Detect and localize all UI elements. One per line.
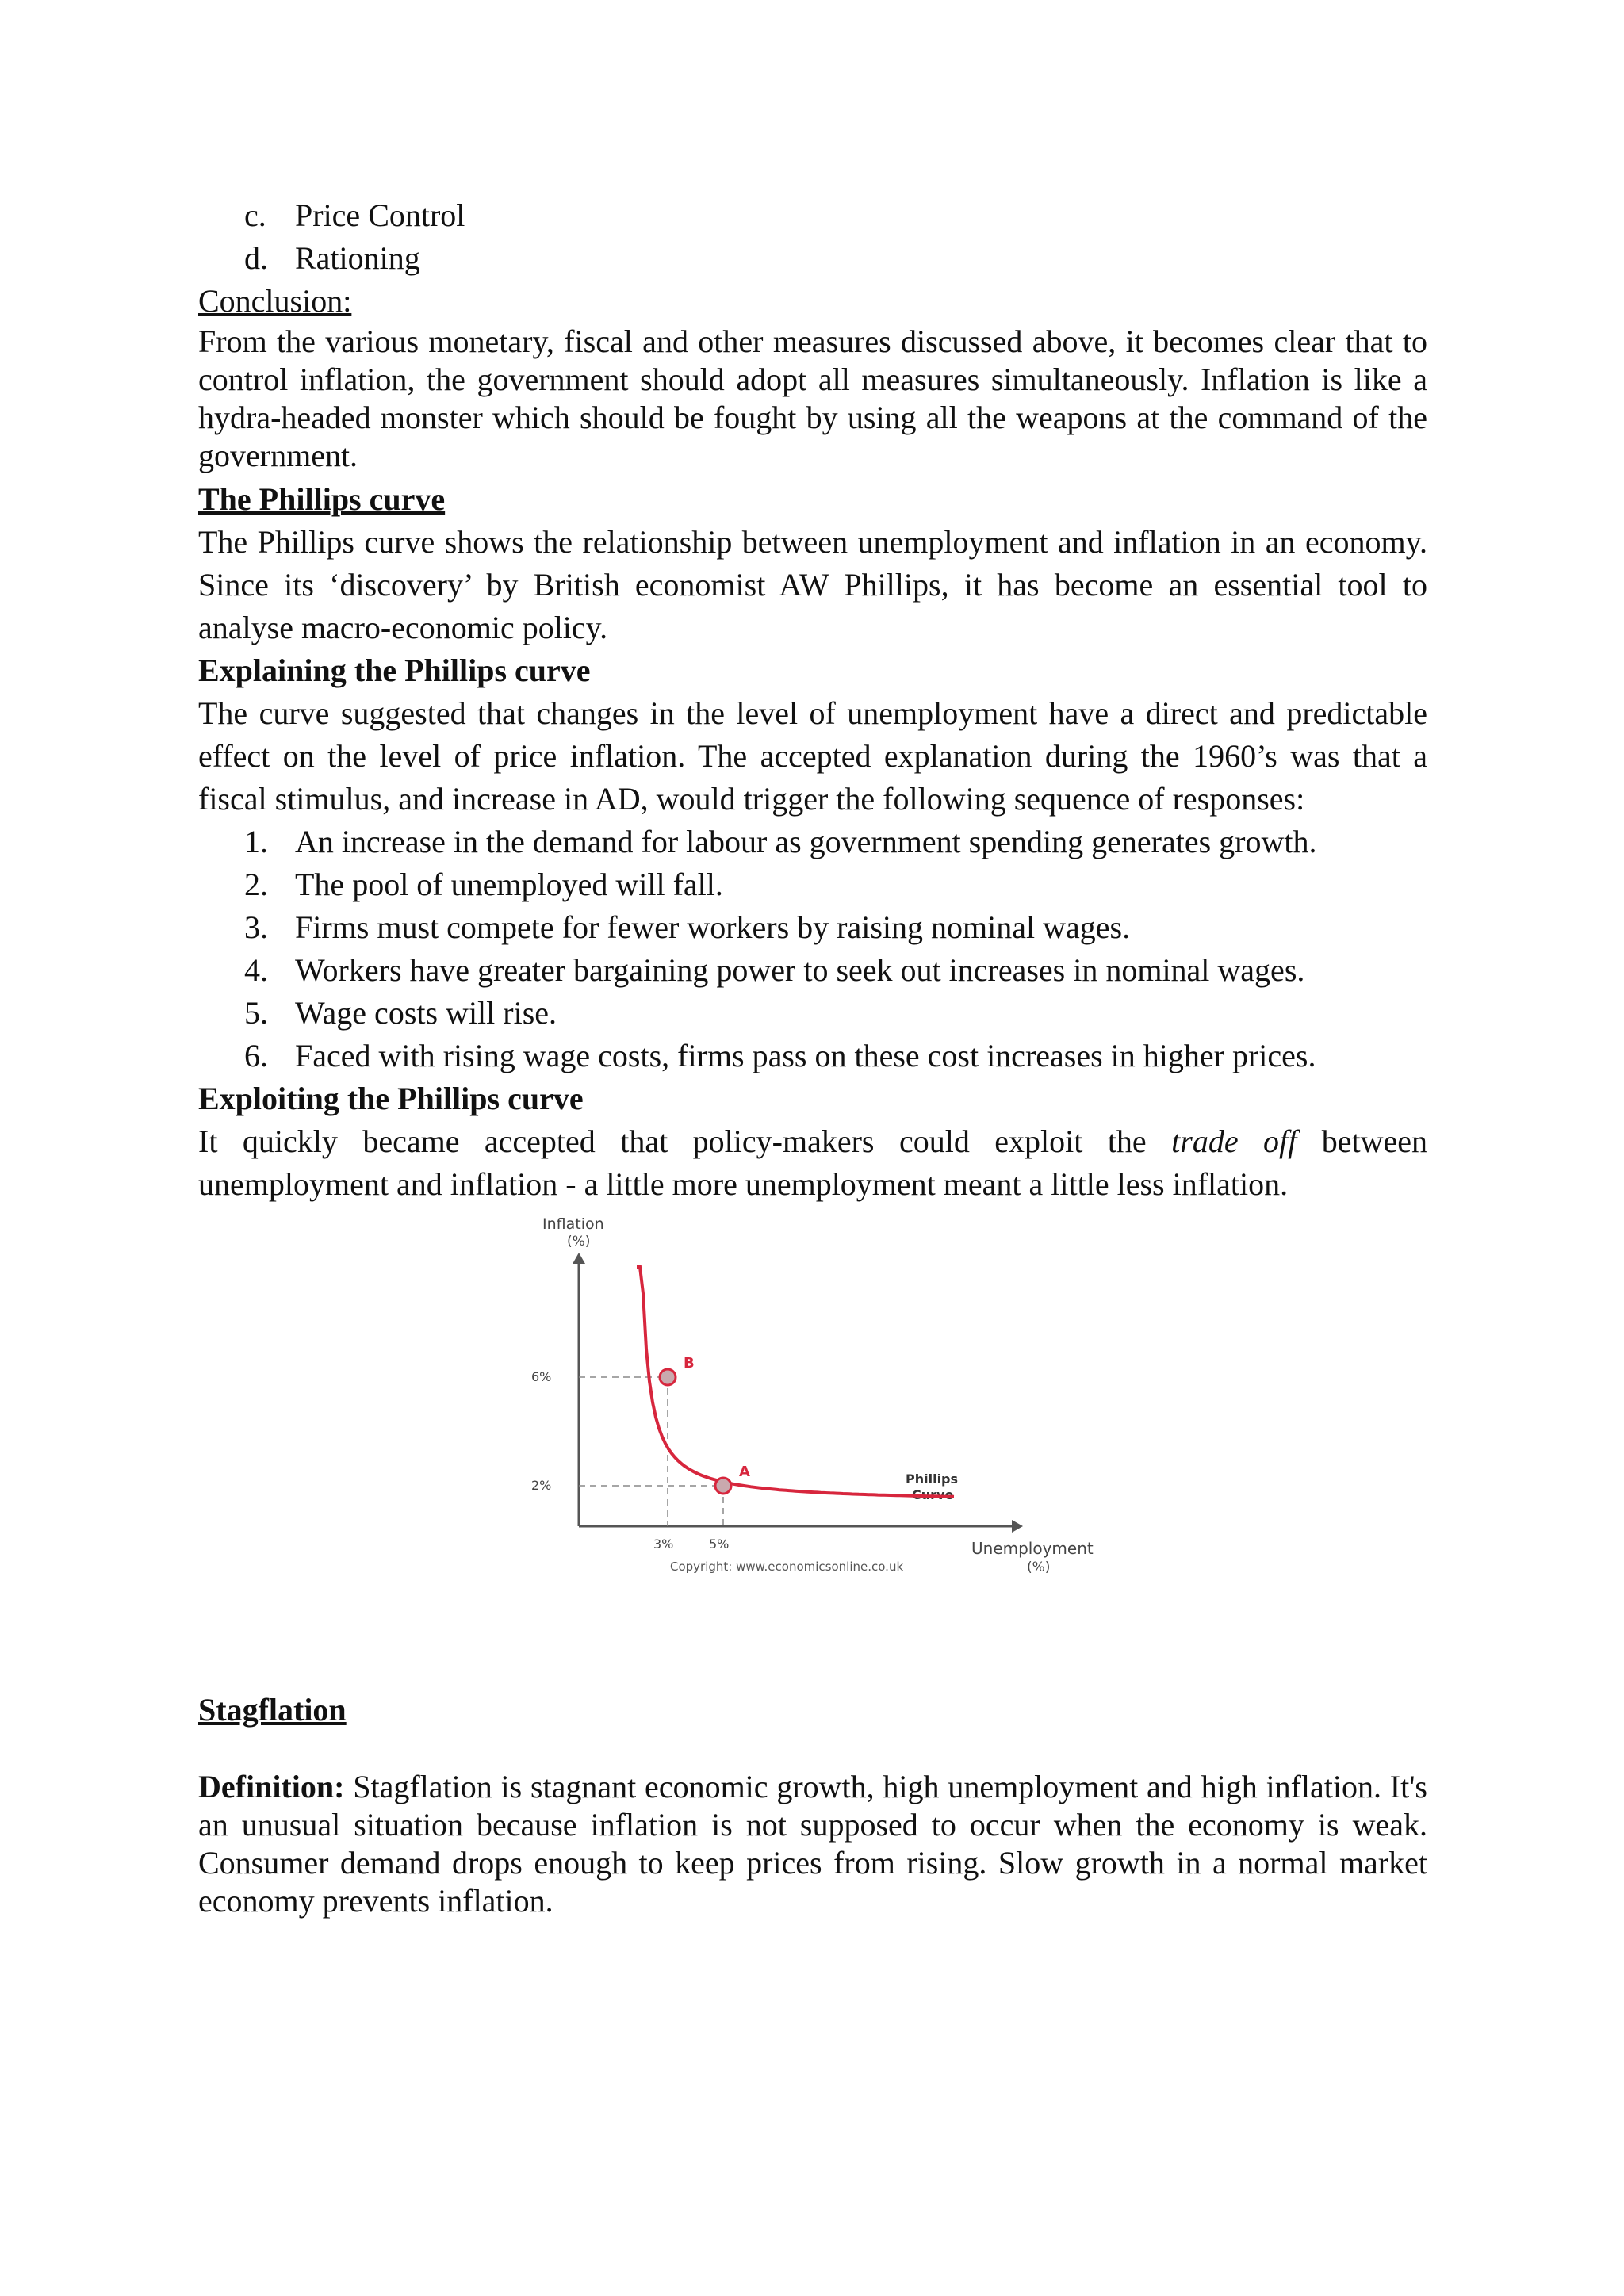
step-item: [198, 821, 1427, 863]
y-axis-unit: (%): [567, 1234, 591, 1249]
conclusion-paragraph: From the various monetary, fiscal and other measures discussed above, it becomes clear that to control inflation, the government should adopt all measures simultaneously. Inflation is like a hydra-headed monster which should be fought by using all the weapons at the command of the government.: [198, 323, 1427, 473]
step-item: [198, 949, 1427, 992]
phillips-paragraph: The Phillips curve shows the relationship between unemployment and inflation in an economy. Since its ‘discovery’ by British economist AW Phillips, it has become an essential tool to analyse macro-economic policy.: [198, 524, 1427, 645]
list-marker: d.: [244, 240, 268, 276]
step-number: 5.: [244, 995, 268, 1031]
step-text: Firms must compete for fewer workers by raising nominal wages.: [295, 909, 1131, 945]
exploiting-text-after: between unemployment and inflation - a little more unemployment meant a little less inflation.: [198, 1123, 1427, 1202]
step-item: [198, 1035, 1427, 1077]
curve-label: Phillips: [906, 1471, 959, 1487]
data-point-b: [660, 1369, 676, 1385]
step-item: [198, 906, 1427, 949]
step-text: The pool of unemployed will fall.: [295, 867, 723, 902]
curve-label-second-line: Curve: [912, 1487, 954, 1502]
step-text: Faced with rising wage costs, firms pass on these cost increases in higher prices.: [295, 1038, 1316, 1073]
step-number: 1.: [244, 824, 268, 859]
step-item: [198, 863, 1427, 906]
y-tick-label: 6%: [531, 1369, 552, 1384]
phillips-curve-chart: [531, 1209, 1134, 1590]
phillips-curve-svg: [531, 1209, 1134, 1590]
list-marker: c.: [244, 197, 266, 233]
y-tick-label: 2%: [531, 1478, 552, 1493]
stagflation-paragraph: [198, 1768, 1427, 1920]
step-text: Workers have greater bargaining power to seek out increases in nominal wages.: [295, 952, 1305, 988]
exploiting-text-before: It quickly became accepted that policy-makers could exploit the: [198, 1123, 1172, 1159]
step-text: Wage costs will rise.: [295, 995, 557, 1031]
list-item-text: Price Control: [295, 197, 465, 233]
x-axis-unit: (%): [1027, 1559, 1051, 1575]
data-point-label: B: [684, 1355, 695, 1372]
step-number: 4.: [244, 952, 268, 988]
phillips-heading: The Phillips curve: [198, 481, 446, 517]
step-item: [198, 992, 1427, 1035]
stagflation-section: [198, 1689, 1427, 1920]
exploiting-text-italic: trade off: [1171, 1123, 1297, 1159]
explaining-heading: Explaining the Phillips curve: [198, 652, 591, 688]
step-number: 2.: [244, 867, 268, 902]
step-number: 3.: [244, 909, 268, 945]
definition-text: Stagflation is stagnant economic growth, high unemployment and high inflation. It's an unusual situation because inflation is not supposed to occur when the economy is weak. Consumer demand drops enough to keep prices from rising. Slow growth in a normal market economy prevents inflation.: [198, 1769, 1427, 1919]
phillips-curve-line: [637, 1267, 954, 1497]
explaining-paragraph: The curve suggested that changes in the level of unemployment have a direct and predictable effect on the level of price inflation. The accepted explanation during the 1960’s was that a fiscal stimulus, and increase in AD, would trigger the following sequence of responses:: [198, 695, 1427, 817]
page-content: [198, 194, 1427, 1206]
x-tick-label: 3%: [653, 1536, 674, 1552]
list-item-c: [198, 194, 1427, 237]
stagflation-heading: Stagflation: [198, 1692, 347, 1728]
conclusion-heading: Conclusion:: [198, 283, 352, 319]
data-point-label: A: [739, 1464, 750, 1480]
exploiting-heading: Exploiting the Phillips curve: [198, 1081, 584, 1116]
exploiting-paragraph: [198, 1120, 1427, 1206]
definition-label: Definition:: [198, 1769, 345, 1804]
x-tick-label: 5%: [709, 1536, 730, 1552]
chart-copyright: Copyright: www.economicsonline.co.uk: [670, 1559, 904, 1574]
step-text: An increase in the demand for labour as government spending generates growth.: [295, 824, 1317, 859]
list-item-text: Rationing: [295, 240, 420, 276]
y-axis-label: Inflation: [542, 1215, 604, 1233]
data-point-a: [715, 1478, 731, 1494]
x-axis-arrow: [1012, 1520, 1023, 1533]
list-item-d: [198, 237, 1427, 280]
y-axis-arrow: [573, 1253, 585, 1264]
step-number: 6.: [244, 1038, 268, 1073]
x-axis-label: Unemployment: [971, 1539, 1094, 1558]
